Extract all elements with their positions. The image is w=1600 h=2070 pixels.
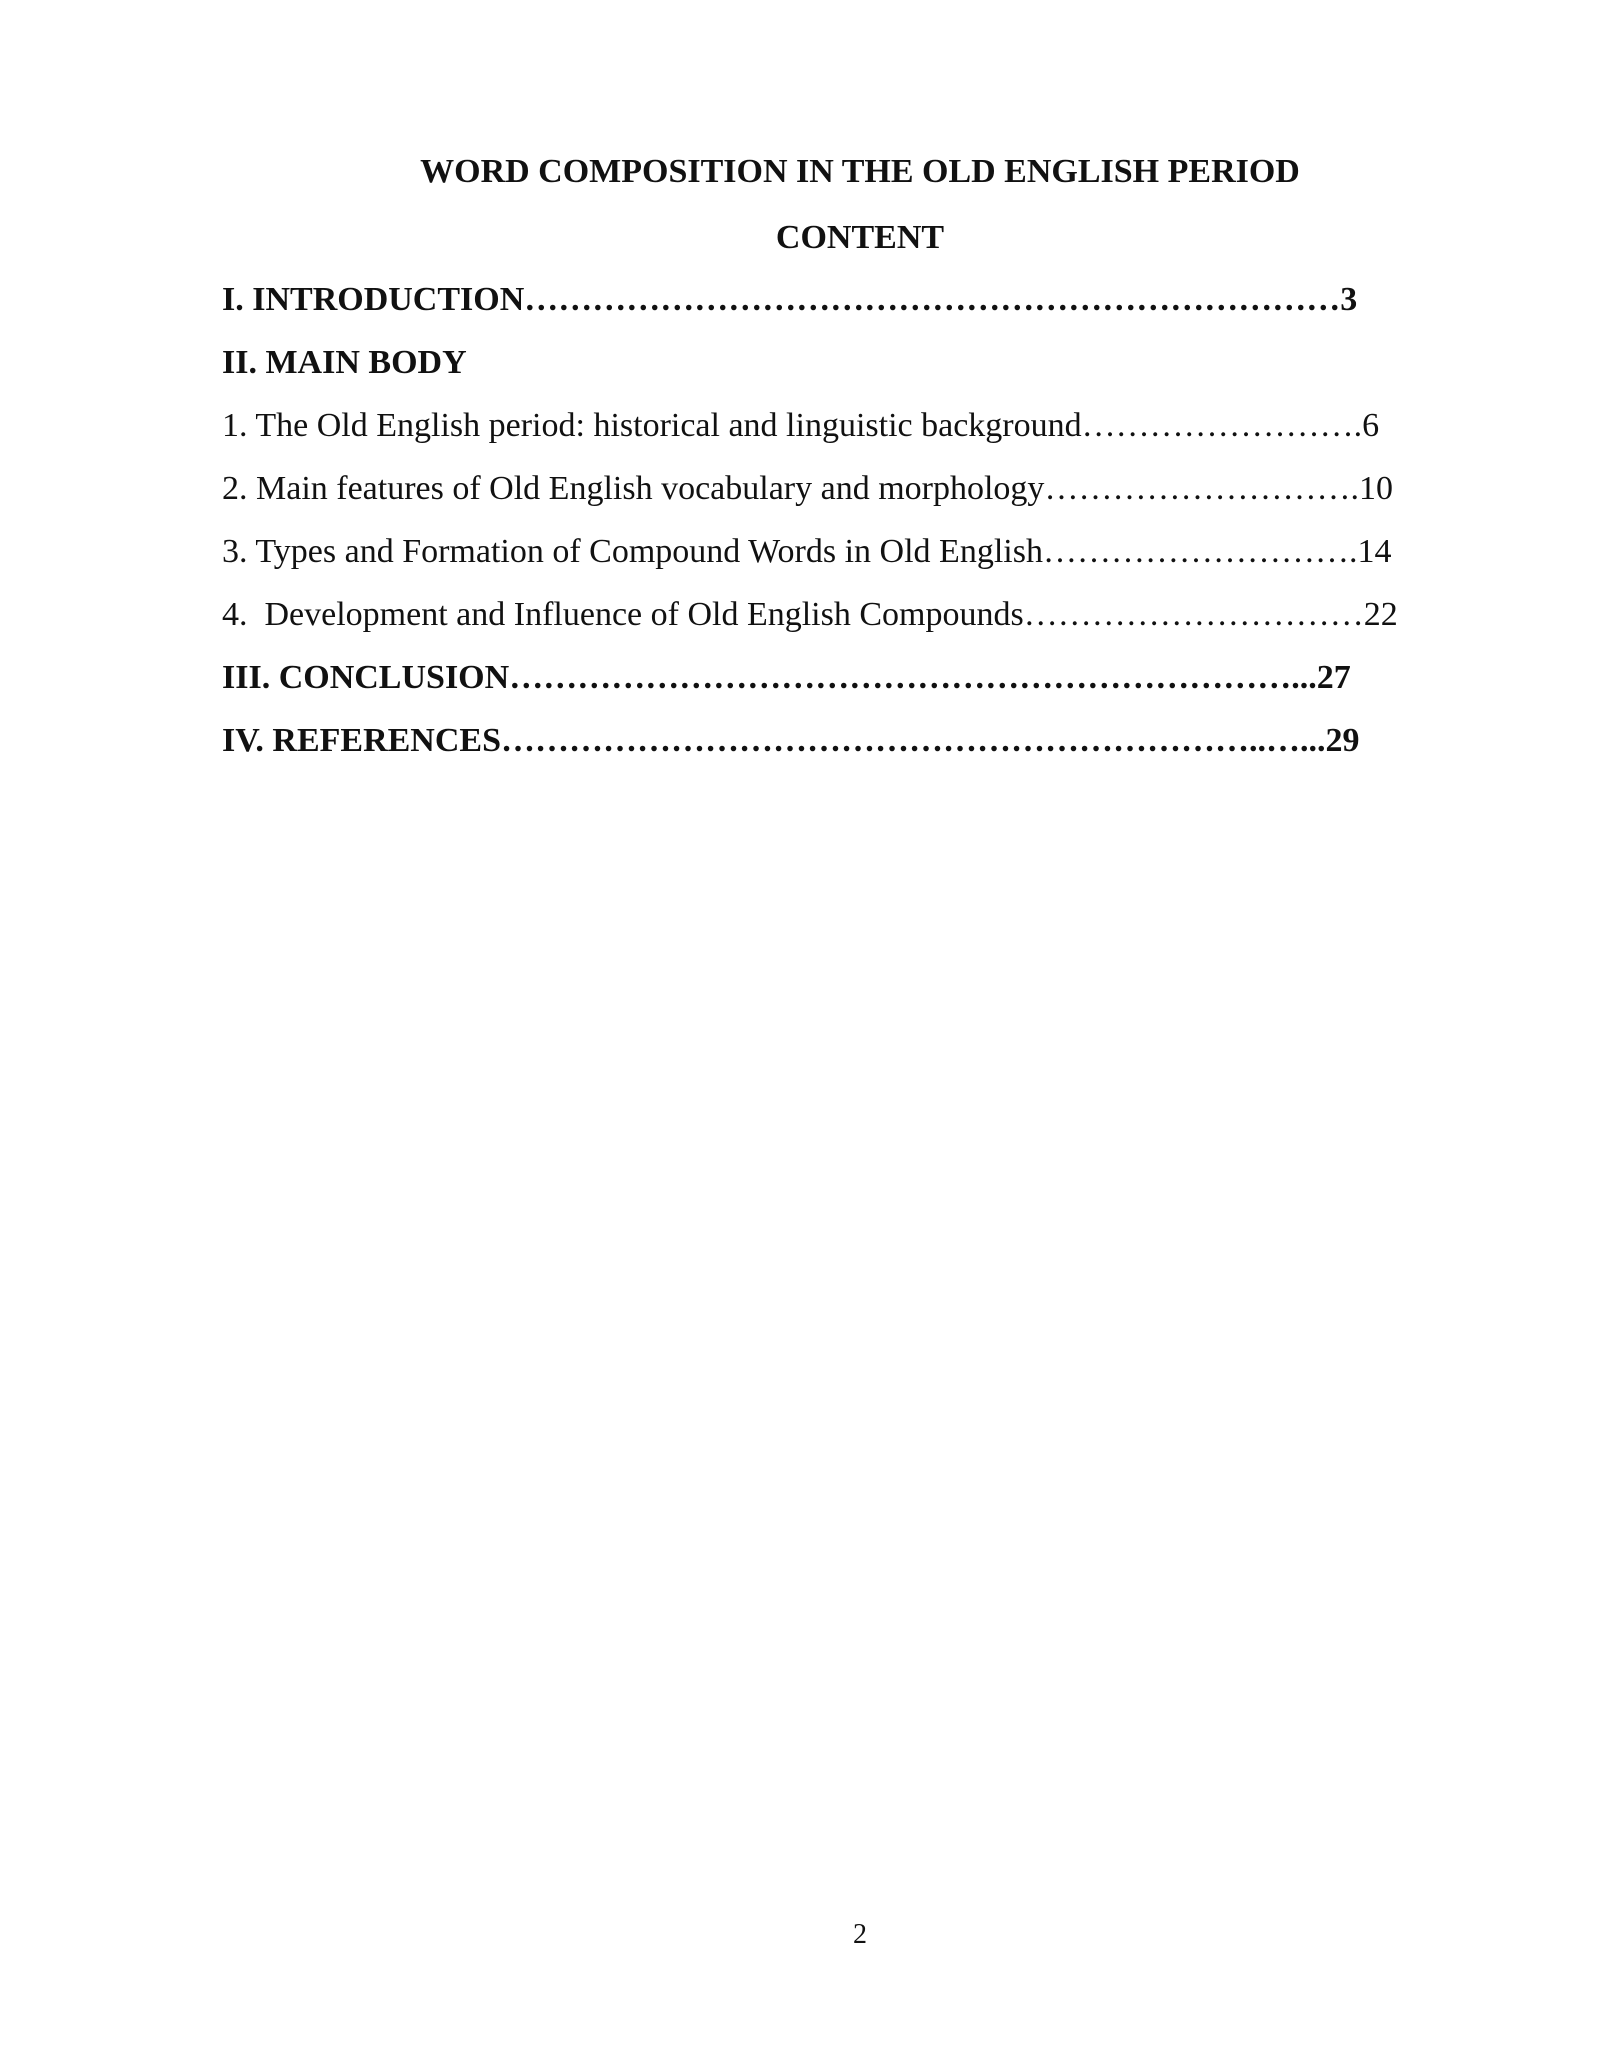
toc-entry-main-body[interactable] [222,343,1492,406]
toc-entry-section-1[interactable] [222,406,1492,469]
toc-entry-introduction[interactable] [222,280,1492,343]
toc-page-number: 3 [1340,281,1358,318]
toc-leader-dots: ………………………. [1042,533,1358,570]
toc-leader-dots: …………………………………………………………..…... [501,722,1326,759]
page-number: 2 [853,1919,867,1950]
toc-leader-dots: ……………………………………………………………... [509,659,1317,696]
toc-entry-label: 1. The Old English period: historical and linguistic background [222,407,1082,444]
toc-entry-section-3[interactable] [222,532,1492,595]
document-title: WORD COMPOSITION IN THE OLD ENGLISH PERIOD [420,153,1300,190]
toc-entry-label: I. INTRODUCTION [222,281,525,318]
toc-entry-label: 3. Types and Formation of Compound Words in Old English [222,533,1043,570]
toc-entry-label: 2. Main features of Old English vocabulary and morphology [222,470,1045,507]
toc-leader-dots: ……………………………………………………………… [524,281,1341,318]
toc-entry-label: II. MAIN BODY [222,344,467,381]
toc-page-number: 27 [1316,659,1351,696]
toc-leader-dots: ………………………… [1023,596,1364,633]
toc-entry-label: IV. REFERENCES [222,722,502,759]
toc-entry-conclusion[interactable] [222,658,1492,721]
toc-page-number: 6 [1362,407,1380,444]
toc-page-number: 22 [1363,596,1398,633]
toc-entry-label: III. CONCLUSION [222,659,510,696]
toc-page-number: 10 [1358,470,1393,507]
toc-page-number: 29 [1325,722,1360,759]
toc-entry-references[interactable] [222,721,1492,784]
toc-leader-dots: ………………………. [1044,470,1359,507]
table-of-contents [222,280,1492,784]
toc-leader-dots: ……………………. [1081,407,1363,444]
toc-page-number: 14 [1357,533,1392,570]
contents-heading: CONTENT [775,219,945,256]
toc-entry-section-4[interactable] [222,595,1492,658]
toc-entry-section-2[interactable] [222,469,1492,532]
toc-entry-label: 4. Development and Influence of Old English Compounds [222,596,1024,633]
